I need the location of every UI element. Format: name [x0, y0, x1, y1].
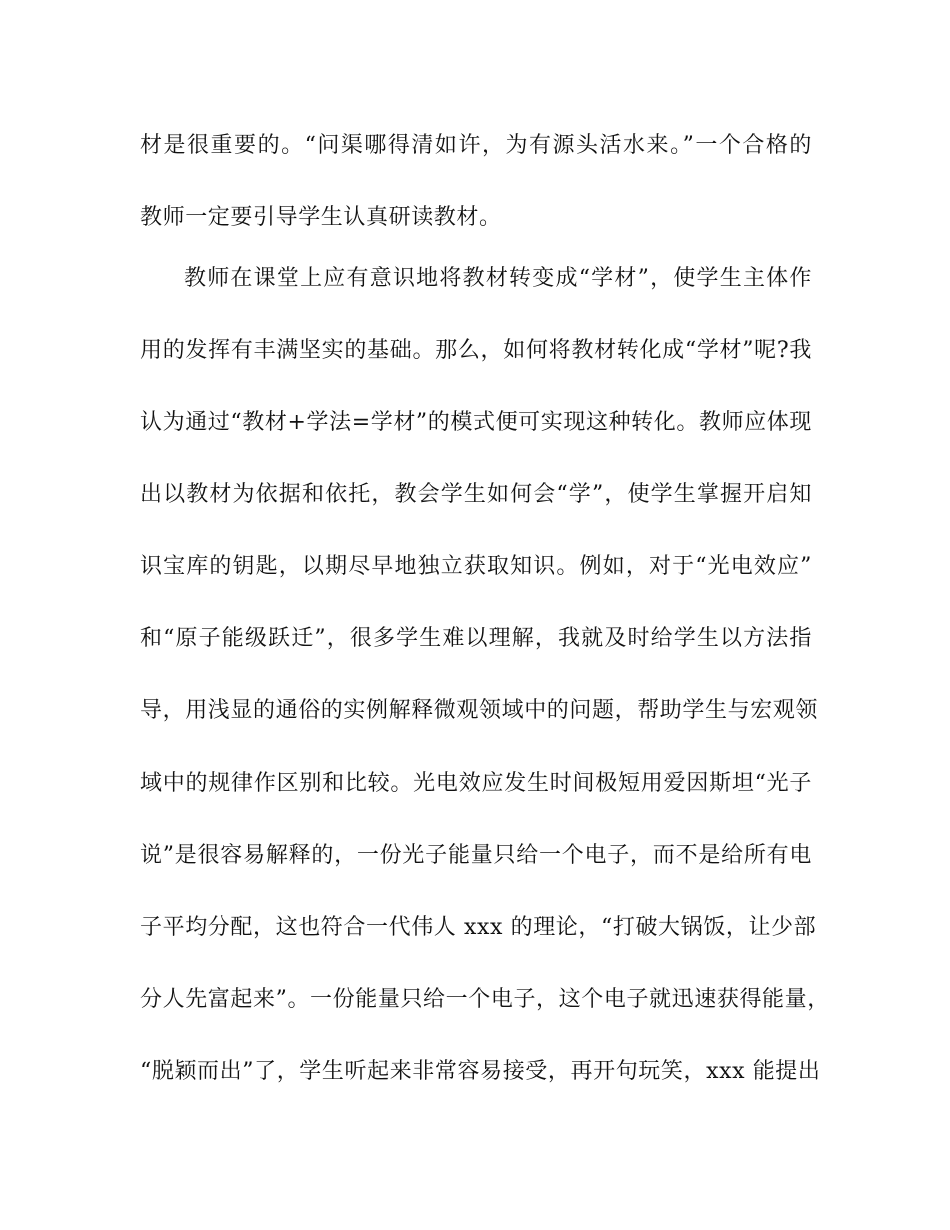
text-line-12: 子平均分配，这也符合一代伟人 xxx 的理论，“打破大锅饭，让少部: [140, 915, 817, 940]
text-line-13: 分人先富起来”。一份能量只给一个电子，这个电子就迅速获得能量，: [140, 987, 830, 1012]
text-line-11: 说”是很容易解释的，一份光子能量只给一个电子，而不是给所有电: [140, 843, 812, 868]
text-line-14: “脱颖而出”了，学生听起来非常容易接受，再开句玩笑，xxx 能提出: [140, 1059, 821, 1084]
text-line-8: 和“原子能级跃迁”，很多学生难以理解，我就及时给学生以方法指: [140, 626, 812, 651]
text-line-6: 出以教材为依据和依托，教会学生如何会“学”，使学生掌握开启知: [140, 482, 812, 507]
text-line-7: 识宝库的钥匙，以期尽早地独立获取知识。例如，对于“光电效应”: [140, 554, 812, 579]
text-line-2: 教师一定要引导学生认真研读教材。: [140, 205, 502, 230]
text-line-9: 导，用浅显的通俗的实例解释微观领域中的问题，帮助学生与宏观领: [140, 698, 819, 723]
text-line-5: 认为通过“教材+学法=学材”的模式便可实现这种转化。教师应体现: [140, 410, 812, 435]
text-line-1: 材是很重要的。“问渠哪得清如许，为有源头活水来。”一个合格的: [140, 133, 812, 158]
text-line-10: 域中的规律作区别和比较。光电效应发生时间极短用爱因斯坦“光子: [140, 771, 812, 796]
text-line-4: 用的发挥有丰满坚实的基础。那么，如何将教材转化成“学材”呢?我: [140, 338, 812, 363]
text-line-3: 教师在课堂上应有意识地将教材转变成“学材”，使学生主体作: [184, 266, 812, 291]
